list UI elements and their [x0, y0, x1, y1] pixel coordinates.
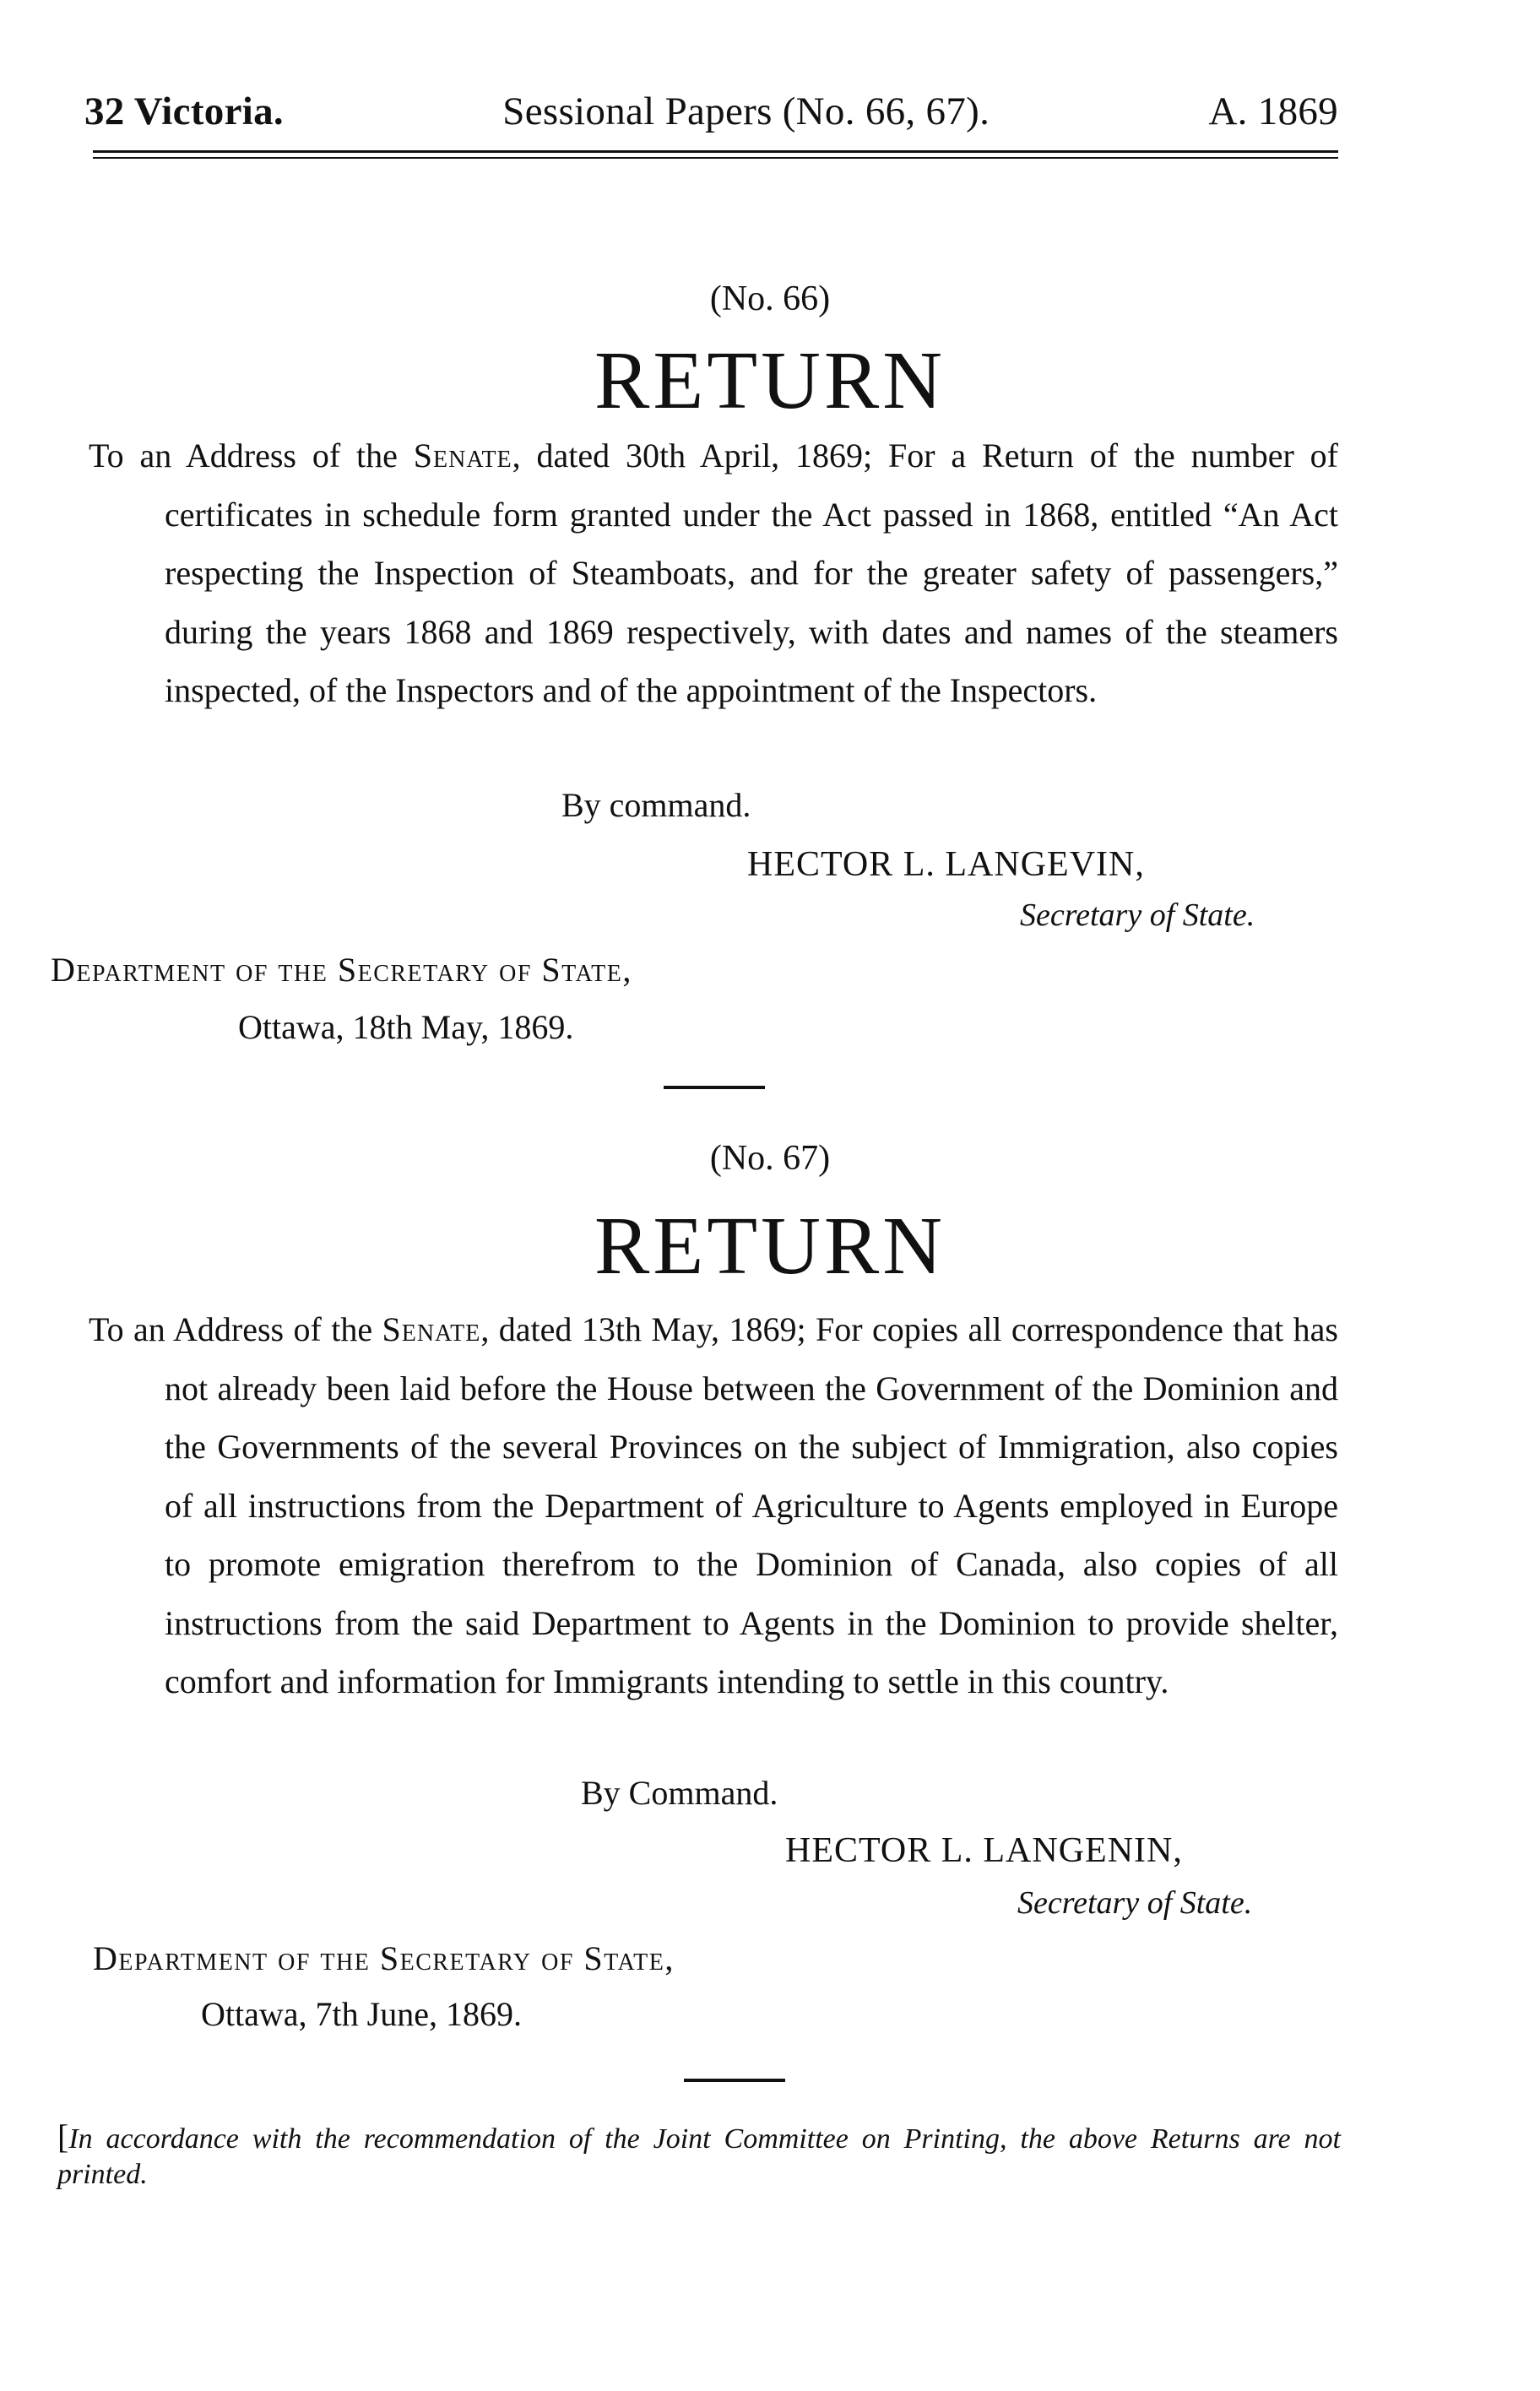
return-66-signer-title: Secretary of State. [1020, 897, 1255, 933]
return-66-address-prefix: To an Address of the [89, 436, 414, 474]
return-67-signer: HECTOR L. LANGENIN, [785, 1831, 1183, 1870]
header-title: Sessional Papers (No. 66, 67). [502, 89, 990, 133]
header-year: A. 1869 [1208, 89, 1338, 133]
return-67-address-prefix: To an Address of the [89, 1310, 382, 1348]
header-volume: 32 Victoria. [84, 89, 284, 133]
return-67-signer-title: Secretary of State. [1017, 1885, 1253, 1921]
return-67-senate: Senate [382, 1310, 481, 1348]
return-67-body: , dated 13th May, 1869; For copies all correspondence that has not already been laid before the House between the Government of the Dominion and the Governments of the several Provinces on the subject of Immigration, also copies of all instructions from the Department of Agriculture to Agents employed in Europe to promote emigration therefrom to the Dominion of Canada, also copies of all instructions from the said Department to Agents in the Dominion to provide shelter, comfort and information for Immigrants intending to settle in this country. [165, 1310, 1338, 1700]
return-number-66: (No. 66) [709, 279, 831, 318]
return-67-by-command: By Command. [581, 1774, 778, 1812]
running-header [84, 89, 1338, 134]
note-text: In accordance with the recommendation of the Joint Committee on Printing, the above Returns are not printed. [57, 2123, 1341, 2190]
return-66-body: , dated 30th April, 1869; For a Return of the number of certificates in schedule form granted under the Act passed in 1868, entitled “An Act respecting the Inspection of Steamboats, and for the greater safety of passengers,” during the years 1868 and 1869 respectively, with dates and names of the steamers inspected, of the Inspectors and of the appointment of the Inspectors. [165, 436, 1339, 709]
section-divider-1 [664, 1086, 765, 1089]
return-66-senate: Senate [413, 436, 512, 474]
return-number-67: (No. 67) [709, 1139, 831, 1178]
return-66-by-command: By command. [561, 786, 751, 824]
return-66-place-date: Ottawa, 18th May, 1869. [238, 1008, 574, 1046]
return-67-place-date: Ottawa, 7th June, 1869. [201, 1995, 522, 2033]
return-66-signer: HECTOR L. LANGEVIN, [747, 845, 1145, 884]
return-title-67: RETURN [594, 1201, 946, 1292]
return-66-paragraph [89, 426, 1338, 720]
note-bracket: [ [57, 2117, 69, 2155]
return-67-department: Department of the Secretary of State, [93, 1939, 675, 1977]
return-67-paragraph [89, 1300, 1338, 1711]
header-rule-top [93, 150, 1338, 153]
header-rule-bottom [93, 157, 1338, 159]
section-divider-2 [684, 2079, 785, 2082]
return-66-department: Department of the Secretary of State, [51, 951, 632, 989]
return-title-66: RETURN [594, 335, 946, 426]
printing-note [57, 2119, 1341, 2193]
